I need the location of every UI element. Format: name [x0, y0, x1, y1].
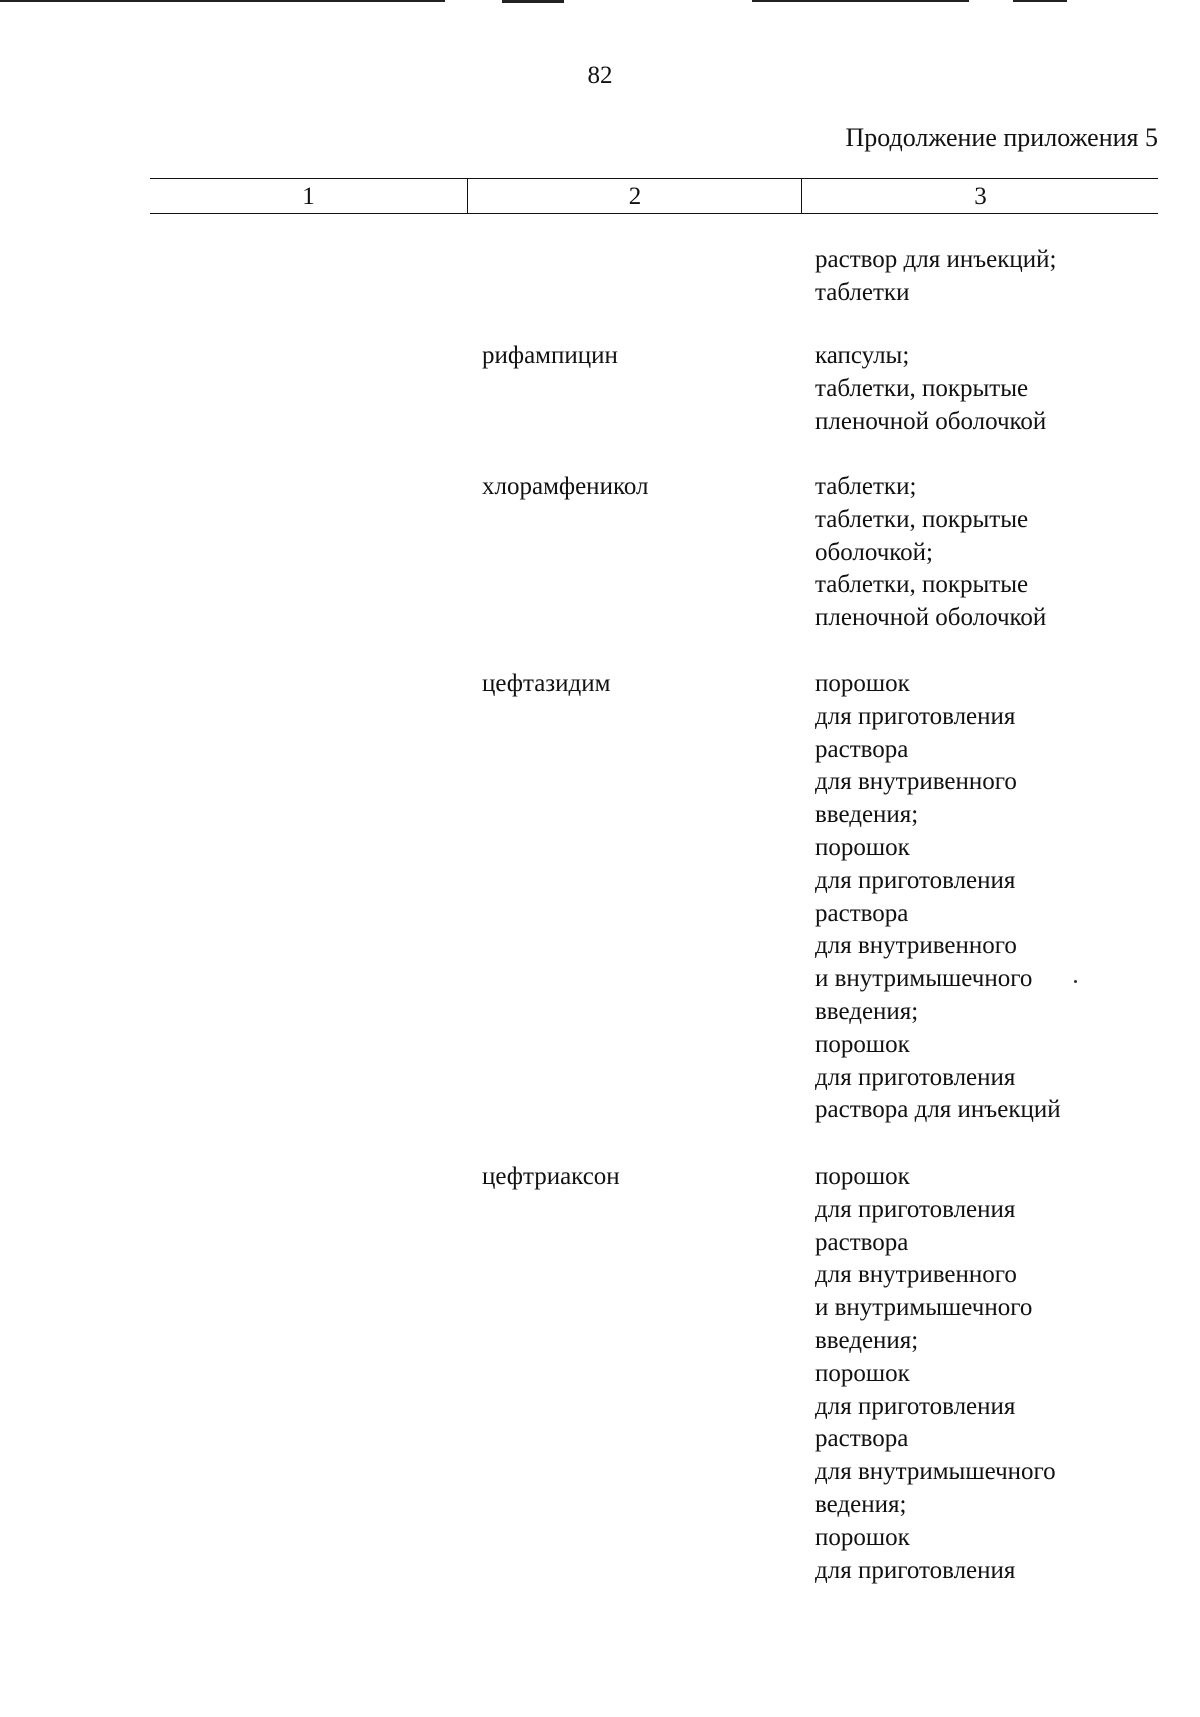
dosage-forms: таблетки; таблетки, покрытые оболочкой; таблетки, покрытые пленочной оболочкой: [815, 473, 1047, 632]
scan-speck: [1074, 980, 1077, 983]
table-header-row: [150, 178, 1158, 214]
dosage-forms: раствор для инъекций; таблетки: [815, 246, 1057, 306]
dosage-forms: порошок для приготовления раствора для внутривенного введения; порошок для приготовления раствора для внутривенного и внутримышечного введения; порошок для приготовления раствора для инъекций: [815, 670, 1061, 1124]
drug-name: хлорамфеникол: [482, 473, 649, 500]
drug-name: рифампицин: [482, 342, 618, 369]
page-number: 82: [587, 62, 613, 89]
scan-edge-line: [752, 0, 969, 2]
column-header-1: 1: [302, 183, 315, 210]
dosage-forms: порошок для приготовления раствора для внутривенного и внутримышечного введения; порошок для приготовления раствора для внутримышечного ведения; порошок для приготовления: [815, 1163, 1056, 1584]
drug-name: цефтриаксон: [482, 1163, 620, 1190]
column-header-2: 2: [467, 179, 802, 213]
scan-edge-line: [502, 0, 564, 3]
dosage-forms: капсулы; таблетки, покрытые пленочной оболочкой: [815, 342, 1047, 435]
scan-edge-line: [1013, 0, 1067, 2]
scan-edge-line: [0, 0, 445, 2]
column-header-3: 3: [801, 179, 1159, 213]
appendix-continuation-note: Продолжение приложения 5: [845, 123, 1158, 152]
drug-name: цефтазидим: [482, 670, 611, 697]
